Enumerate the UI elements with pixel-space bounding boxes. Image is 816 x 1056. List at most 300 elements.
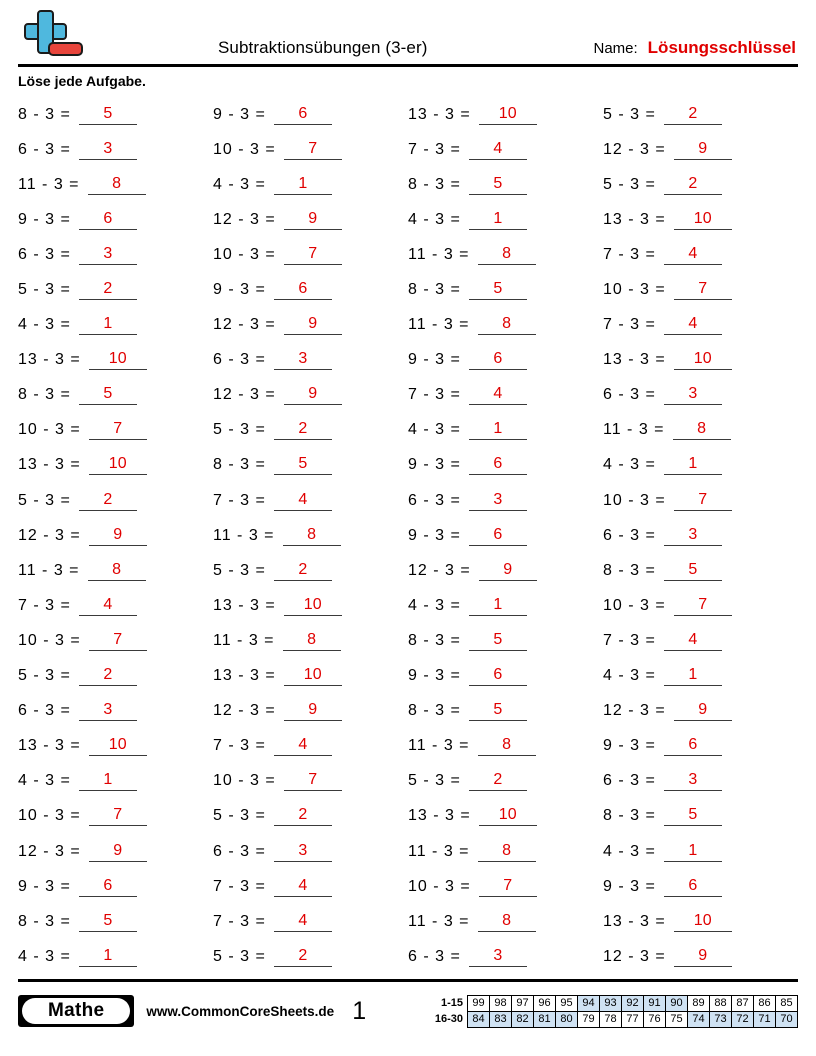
answer-blank[interactable]: 5 xyxy=(664,561,722,581)
name-label: Name: xyxy=(593,40,638,57)
problem-column-4 xyxy=(603,97,798,974)
answer-blank[interactable]: 7 xyxy=(89,631,147,651)
brand-label: Mathe xyxy=(22,998,130,1024)
problem-expression: 8 - 3 = xyxy=(408,281,461,299)
problem-expression: 6 - 3 = xyxy=(18,245,71,263)
answer-blank[interactable]: 2 xyxy=(664,175,722,195)
answer-blank[interactable]: 9 xyxy=(674,140,732,160)
answer-blank[interactable]: 9 xyxy=(284,701,342,721)
answer-blank[interactable]: 8 xyxy=(478,315,536,335)
problem-row xyxy=(603,553,798,588)
problem-expression: 6 - 3 = xyxy=(408,947,461,965)
problem-expression: 13 - 3 = xyxy=(18,456,81,474)
problem-row xyxy=(18,518,213,553)
answer-blank[interactable]: 7 xyxy=(89,806,147,826)
answer-blank[interactable]: 1 xyxy=(79,947,137,967)
score-cell: 94 xyxy=(578,995,600,1011)
problem-row xyxy=(18,939,213,974)
problem-row xyxy=(213,132,408,167)
problem-expression: 7 - 3 = xyxy=(603,316,656,334)
problem-row xyxy=(603,483,798,518)
problem-expression: 8 - 3 = xyxy=(603,807,656,825)
answer-blank[interactable]: 8 xyxy=(88,561,146,581)
problem-expression: 11 - 3 = xyxy=(408,737,470,755)
problem-expression: 13 - 3 = xyxy=(603,210,666,228)
problem-row xyxy=(408,202,603,237)
answer-blank[interactable]: 1 xyxy=(469,596,527,616)
score-cell: 92 xyxy=(622,995,644,1011)
score-cell: 95 xyxy=(556,995,578,1011)
problem-row xyxy=(213,694,408,729)
problem-row xyxy=(408,869,603,904)
answer-blank[interactable]: 1 xyxy=(664,842,722,862)
answer-blank[interactable]: 2 xyxy=(274,806,332,826)
answer-blank[interactable]: 6 xyxy=(664,877,722,897)
score-cell: 88 xyxy=(710,995,732,1011)
problem-expression: 7 - 3 = xyxy=(213,877,266,895)
problem-row xyxy=(603,694,798,729)
problem-column-2 xyxy=(213,97,408,974)
name-block xyxy=(593,38,798,62)
score-cell: 75 xyxy=(666,1011,688,1027)
answer-blank[interactable]: 6 xyxy=(469,455,527,475)
answer-blank[interactable]: 7 xyxy=(674,280,732,300)
answer-blank[interactable]: 10 xyxy=(89,736,147,756)
problem-expression: 11 - 3 = xyxy=(408,316,470,334)
problem-expression: 12 - 3 = xyxy=(213,386,276,404)
score-cell: 71 xyxy=(754,1011,776,1027)
answer-blank[interactable]: 1 xyxy=(79,771,137,791)
answer-blank[interactable]: 1 xyxy=(664,666,722,686)
answer-blank[interactable]: 7 xyxy=(284,140,342,160)
problem-row xyxy=(18,448,213,483)
answer-blank[interactable]: 5 xyxy=(79,912,137,932)
problem-row xyxy=(408,167,603,202)
instructions-text: Löse jede Aufgabe. xyxy=(18,73,146,89)
problem-expression: 10 - 3 = xyxy=(18,631,81,649)
answer-blank[interactable]: 3 xyxy=(469,947,527,967)
problem-expression: 5 - 3 = xyxy=(18,491,71,509)
answer-blank[interactable]: 3 xyxy=(664,771,722,791)
answer-blank[interactable]: 3 xyxy=(274,350,332,370)
problem-expression: 8 - 3 = xyxy=(603,561,656,579)
problem-row xyxy=(603,623,798,658)
score-cell: 74 xyxy=(688,1011,710,1027)
problem-expression: 7 - 3 = xyxy=(603,245,656,263)
page-number: 1 xyxy=(352,996,367,1025)
problem-row xyxy=(213,869,408,904)
problem-row xyxy=(18,869,213,904)
problem-row xyxy=(213,202,408,237)
answer-blank[interactable]: 5 xyxy=(469,280,527,300)
problem-row xyxy=(408,904,603,939)
problem-row xyxy=(603,729,798,764)
problem-row xyxy=(213,448,408,483)
plus-minus-logo-icon xyxy=(18,6,92,62)
answer-blank[interactable]: 8 xyxy=(88,175,146,195)
answer-blank[interactable]: 2 xyxy=(79,491,137,511)
problem-expression: 9 - 3 = xyxy=(408,456,461,474)
problem-row xyxy=(408,132,603,167)
answer-blank[interactable]: 10 xyxy=(479,105,537,125)
problem-expression: 4 - 3 = xyxy=(603,456,656,474)
score-cell: 72 xyxy=(732,1011,754,1027)
answer-blank[interactable]: 10 xyxy=(284,596,342,616)
problem-row xyxy=(408,764,603,799)
score-cell: 90 xyxy=(666,995,688,1011)
score-row xyxy=(435,1011,798,1027)
answer-blank[interactable]: 1 xyxy=(469,420,527,440)
answer-blank[interactable]: 8 xyxy=(478,912,536,932)
answer-blank[interactable]: 4 xyxy=(79,596,137,616)
answer-blank[interactable]: 8 xyxy=(283,526,341,546)
problem-expression: 5 - 3 = xyxy=(18,667,71,685)
problem-row xyxy=(213,623,408,658)
problem-expression: 5 - 3 = xyxy=(213,807,266,825)
score-cell: 98 xyxy=(490,995,512,1011)
problem-row xyxy=(18,378,213,413)
answer-blank[interactable]: 6 xyxy=(664,736,722,756)
problem-row xyxy=(213,518,408,553)
problem-row xyxy=(408,483,603,518)
problem-row xyxy=(603,939,798,974)
answer-blank[interactable]: 3 xyxy=(469,491,527,511)
brand-badge xyxy=(18,995,134,1027)
problem-expression: 10 - 3 = xyxy=(213,772,276,790)
answer-blank[interactable]: 6 xyxy=(469,526,527,546)
answer-blank[interactable]: 3 xyxy=(664,385,722,405)
problem-expression: 6 - 3 = xyxy=(603,772,656,790)
answer-blank[interactable]: 9 xyxy=(89,842,147,862)
score-row xyxy=(435,995,798,1011)
problem-row xyxy=(408,694,603,729)
problem-expression: 7 - 3 = xyxy=(408,386,461,404)
answer-blank[interactable]: 9 xyxy=(284,315,342,335)
answer-blank[interactable]: 7 xyxy=(284,245,342,265)
problem-row xyxy=(18,343,213,378)
answer-blank[interactable]: 5 xyxy=(274,455,332,475)
problem-expression: 10 - 3 = xyxy=(18,421,81,439)
problem-row xyxy=(213,413,408,448)
answer-blank[interactable]: 9 xyxy=(479,561,537,581)
problem-expression: 6 - 3 = xyxy=(603,526,656,544)
problem-expression: 7 - 3 = xyxy=(18,596,71,614)
answer-blank[interactable]: 1 xyxy=(664,455,722,475)
problem-expression: 6 - 3 = xyxy=(213,351,266,369)
problem-expression: 10 - 3 = xyxy=(213,245,276,263)
answer-blank[interactable]: 4 xyxy=(274,912,332,932)
problem-expression: 9 - 3 = xyxy=(213,281,266,299)
answer-blank[interactable]: 1 xyxy=(79,315,137,335)
problem-expression: 11 - 3 = xyxy=(408,842,470,860)
problem-expression: 5 - 3 = xyxy=(18,281,71,299)
score-table xyxy=(435,995,798,1028)
answer-blank[interactable]: 8 xyxy=(283,631,341,651)
score-cell: 86 xyxy=(754,995,776,1011)
answer-blank[interactable]: 10 xyxy=(284,666,342,686)
problem-expression: 6 - 3 = xyxy=(18,140,71,158)
answer-blank[interactable]: 4 xyxy=(274,877,332,897)
answer-blank[interactable]: 9 xyxy=(89,526,147,546)
problem-expression: 9 - 3 = xyxy=(408,667,461,685)
problem-row xyxy=(18,237,213,272)
problem-row xyxy=(213,659,408,694)
score-cell: 70 xyxy=(776,1011,798,1027)
answer-blank[interactable]: 1 xyxy=(274,175,332,195)
problem-expression: 10 - 3 = xyxy=(603,491,666,509)
answer-blank[interactable]: 7 xyxy=(89,420,147,440)
answer-blank[interactable]: 8 xyxy=(673,420,731,440)
problem-expression: 13 - 3 = xyxy=(213,596,276,614)
problem-row xyxy=(213,553,408,588)
answer-blank[interactable]: 9 xyxy=(284,385,342,405)
problem-expression: 4 - 3 = xyxy=(603,667,656,685)
problem-row xyxy=(18,659,213,694)
answer-blank[interactable]: 3 xyxy=(664,526,722,546)
problem-expression: 4 - 3 = xyxy=(408,421,461,439)
answer-blank[interactable]: 2 xyxy=(469,771,527,791)
problem-expression: 11 - 3 = xyxy=(408,912,470,930)
problem-expression: 13 - 3 = xyxy=(18,737,81,755)
problem-row xyxy=(18,272,213,307)
problem-row xyxy=(18,623,213,658)
answer-blank[interactable]: 5 xyxy=(79,105,137,125)
answer-blank[interactable]: 5 xyxy=(469,631,527,651)
problem-expression: 7 - 3 = xyxy=(603,631,656,649)
score-cell: 93 xyxy=(600,995,622,1011)
answer-blank[interactable]: 10 xyxy=(674,912,732,932)
answer-blank[interactable]: 3 xyxy=(274,842,332,862)
problem-expression: 9 - 3 = xyxy=(18,210,71,228)
problem-expression: 12 - 3 = xyxy=(603,140,666,158)
problem-expression: 11 - 3 = xyxy=(213,631,275,649)
answer-blank[interactable]: 3 xyxy=(79,245,137,265)
problem-expression: 9 - 3 = xyxy=(603,737,656,755)
problem-expression: 4 - 3 = xyxy=(408,596,461,614)
score-cell: 89 xyxy=(688,995,710,1011)
answer-blank[interactable]: 2 xyxy=(79,280,137,300)
problem-expression: 6 - 3 = xyxy=(603,386,656,404)
answer-blank[interactable]: 4 xyxy=(664,315,722,335)
answer-blank[interactable]: 2 xyxy=(274,947,332,967)
problem-row xyxy=(603,132,798,167)
problem-row xyxy=(18,904,213,939)
problem-expression: 7 - 3 = xyxy=(213,737,266,755)
answer-blank[interactable]: 5 xyxy=(664,806,722,826)
problem-expression: 12 - 3 = xyxy=(18,842,81,860)
answer-blank[interactable]: 4 xyxy=(274,736,332,756)
answer-blank[interactable]: 6 xyxy=(274,105,332,125)
problem-expression: 5 - 3 = xyxy=(603,175,656,193)
problem-expression: 4 - 3 = xyxy=(18,772,71,790)
answer-blank[interactable]: 4 xyxy=(664,245,722,265)
problem-row xyxy=(603,202,798,237)
score-cell: 73 xyxy=(710,1011,732,1027)
answer-blank[interactable]: 7 xyxy=(284,771,342,791)
problem-row xyxy=(408,237,603,272)
problem-row xyxy=(213,97,408,132)
problem-row xyxy=(18,553,213,588)
answer-blank[interactable]: 5 xyxy=(79,385,137,405)
answer-blank[interactable]: 9 xyxy=(674,701,732,721)
problem-expression: 4 - 3 = xyxy=(18,947,71,965)
answer-blank[interactable]: 8 xyxy=(478,842,536,862)
answer-blank[interactable]: 2 xyxy=(664,105,722,125)
problem-expression: 13 - 3 = xyxy=(408,807,471,825)
answer-blank[interactable]: 10 xyxy=(89,350,147,370)
problem-row xyxy=(603,272,798,307)
problem-column-1 xyxy=(18,97,213,974)
problem-row xyxy=(603,448,798,483)
problem-row xyxy=(603,869,798,904)
answer-blank[interactable]: 8 xyxy=(478,736,536,756)
problem-row xyxy=(408,343,603,378)
problem-expression: 4 - 3 = xyxy=(213,175,266,193)
answer-blank[interactable]: 5 xyxy=(469,175,527,195)
problem-expression: 8 - 3 = xyxy=(213,456,266,474)
score-cell: 82 xyxy=(512,1011,534,1027)
answer-blank[interactable]: 2 xyxy=(274,420,332,440)
problem-expression: 9 - 3 = xyxy=(408,526,461,544)
name-value: Lösungsschlüssel xyxy=(647,38,796,57)
problem-expression: 5 - 3 = xyxy=(603,105,656,123)
problem-expression: 11 - 3 = xyxy=(18,175,80,193)
problem-row xyxy=(408,834,603,869)
problem-row xyxy=(408,729,603,764)
answer-blank[interactable]: 1 xyxy=(469,210,527,230)
answer-blank[interactable]: 10 xyxy=(89,455,147,475)
problem-row xyxy=(213,799,408,834)
problem-expression: 6 - 3 = xyxy=(18,702,71,720)
problem-row xyxy=(18,694,213,729)
score-cell: 77 xyxy=(622,1011,644,1027)
problem-column-3 xyxy=(408,97,603,974)
problem-row xyxy=(18,729,213,764)
problem-row xyxy=(603,378,798,413)
score-cell: 96 xyxy=(534,995,556,1011)
problem-row xyxy=(213,483,408,518)
problem-row xyxy=(603,237,798,272)
problem-row xyxy=(213,588,408,623)
problem-row xyxy=(603,834,798,869)
problem-expression: 12 - 3 = xyxy=(213,702,276,720)
problem-expression: 9 - 3 = xyxy=(408,351,461,369)
answer-blank[interactable]: 6 xyxy=(274,280,332,300)
score-cell: 99 xyxy=(468,995,490,1011)
answer-blank[interactable]: 10 xyxy=(479,806,537,826)
problem-row xyxy=(213,729,408,764)
answer-blank[interactable]: 2 xyxy=(79,666,137,686)
answer-blank[interactable]: 10 xyxy=(674,350,732,370)
problem-row xyxy=(603,659,798,694)
problem-expression: 11 - 3 = xyxy=(408,245,470,263)
problem-row xyxy=(603,308,798,343)
answer-blank[interactable]: 4 xyxy=(469,385,527,405)
answer-blank[interactable]: 4 xyxy=(274,491,332,511)
problem-row xyxy=(18,308,213,343)
answer-blank[interactable]: 9 xyxy=(674,947,732,967)
problem-row xyxy=(18,97,213,132)
score-cell: 91 xyxy=(644,995,666,1011)
answer-blank[interactable]: 10 xyxy=(674,210,732,230)
score-cell: 80 xyxy=(556,1011,578,1027)
problem-row xyxy=(18,588,213,623)
score-cell: 84 xyxy=(468,1011,490,1027)
problem-expression: 9 - 3 = xyxy=(18,877,71,895)
problem-expression: 12 - 3 = xyxy=(213,210,276,228)
page-title: Subtraktionsübungen (3-er) xyxy=(217,38,428,57)
problem-expression: 13 - 3 = xyxy=(18,351,81,369)
problem-row xyxy=(408,588,603,623)
problem-expression: 12 - 3 = xyxy=(213,316,276,334)
problem-expression: 12 - 3 = xyxy=(603,947,666,965)
problem-row xyxy=(213,939,408,974)
problem-expression: 8 - 3 = xyxy=(408,702,461,720)
answer-blank[interactable]: 7 xyxy=(674,596,732,616)
problem-row xyxy=(603,518,798,553)
problem-expression: 4 - 3 = xyxy=(603,842,656,860)
problem-expression: 10 - 3 = xyxy=(603,281,666,299)
problem-row xyxy=(213,904,408,939)
problem-row xyxy=(408,939,603,974)
problem-row xyxy=(603,799,798,834)
problem-expression: 7 - 3 = xyxy=(213,912,266,930)
answer-blank[interactable]: 6 xyxy=(469,350,527,370)
answer-blank[interactable]: 6 xyxy=(79,877,137,897)
problem-row xyxy=(603,413,798,448)
answer-blank[interactable]: 5 xyxy=(469,701,527,721)
problem-row xyxy=(18,483,213,518)
answer-blank[interactable]: 6 xyxy=(469,666,527,686)
problem-expression: 5 - 3 = xyxy=(213,421,266,439)
answer-blank[interactable]: 8 xyxy=(478,245,536,265)
answer-blank[interactable]: 6 xyxy=(79,210,137,230)
problem-expression: 12 - 3 = xyxy=(603,702,666,720)
problem-row xyxy=(18,202,213,237)
problem-row xyxy=(18,167,213,202)
problem-expression: 11 - 3 = xyxy=(213,526,275,544)
answer-blank[interactable]: 7 xyxy=(479,877,537,897)
answer-blank[interactable]: 2 xyxy=(274,561,332,581)
problem-row xyxy=(408,553,603,588)
answer-blank[interactable]: 4 xyxy=(664,631,722,651)
problem-row xyxy=(603,588,798,623)
answer-blank[interactable]: 3 xyxy=(79,140,137,160)
problem-row xyxy=(603,167,798,202)
problem-expression: 13 - 3 = xyxy=(408,105,471,123)
problem-expression: 9 - 3 = xyxy=(603,877,656,895)
score-cell: 79 xyxy=(578,1011,600,1027)
problem-row xyxy=(18,413,213,448)
problem-expression: 10 - 3 = xyxy=(213,140,276,158)
problem-row xyxy=(18,834,213,869)
answer-blank[interactable]: 3 xyxy=(79,701,137,721)
answer-blank[interactable]: 4 xyxy=(469,140,527,160)
problem-row xyxy=(408,378,603,413)
problem-row xyxy=(408,659,603,694)
problem-expression: 12 - 3 = xyxy=(18,526,81,544)
problem-expression: 4 - 3 = xyxy=(408,210,461,228)
score-row-label: 1-15 xyxy=(440,997,463,1009)
problem-expression: 6 - 3 = xyxy=(408,491,461,509)
problem-expression: 8 - 3 = xyxy=(18,912,71,930)
page-header xyxy=(18,0,798,67)
answer-blank[interactable]: 9 xyxy=(284,210,342,230)
problem-expression: 5 - 3 = xyxy=(213,561,266,579)
page-footer xyxy=(18,979,798,1034)
problem-expression: 8 - 3 = xyxy=(408,175,461,193)
answer-blank[interactable]: 7 xyxy=(674,491,732,511)
